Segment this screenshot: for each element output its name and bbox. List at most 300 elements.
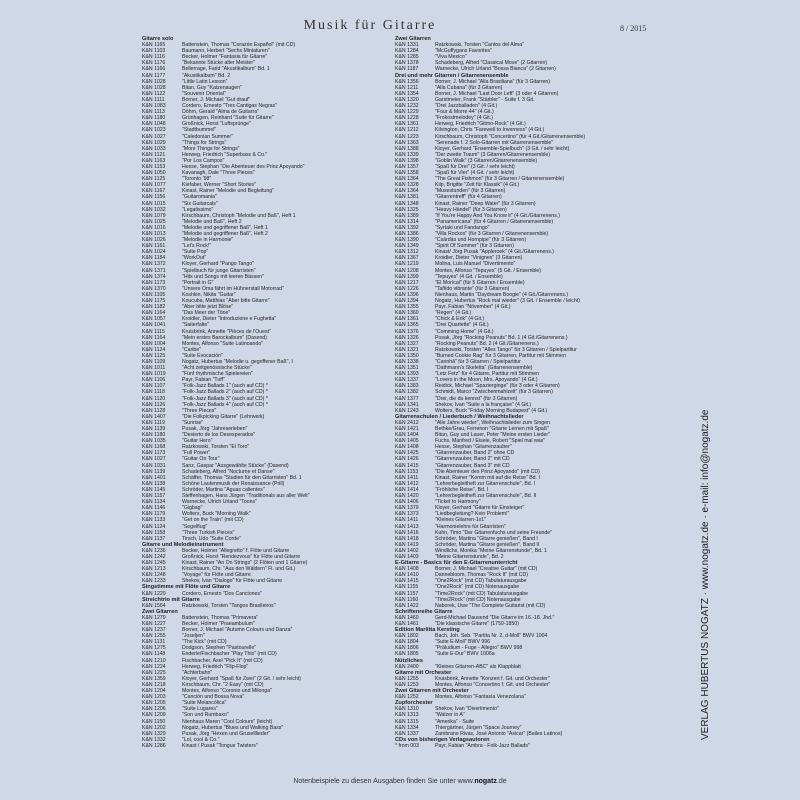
catalog-code: K&N 1237 <box>142 627 166 634</box>
catalog-code: K&N 1360 <box>395 310 419 317</box>
catalog-title: Kilp, Brigitte "Zeit für Klassik" (4 Git.) <box>435 182 520 189</box>
catalog-code: K&N 1337 <box>395 730 419 737</box>
catalog-code: K&N 1364 <box>395 176 419 183</box>
catalog-title: "Folk-Jazz Ballads 4" (auch auf CD) * <box>182 401 268 408</box>
catalog-code: K&N 1124 <box>142 523 166 530</box>
catalog-code: K&N 1389 <box>395 212 419 219</box>
catalog-title: Kavanagh, Dale "Three Pieces" <box>182 170 255 177</box>
catalog-title: Payr, Fabian "Növember" (4 Git.) <box>435 304 511 311</box>
catalog-code: K&N 1363 <box>395 139 419 146</box>
catalog-title: "Three Pieces" <box>182 407 217 414</box>
section-title: E-Gitarre - Basics für den E-Gitarrenunterricht <box>395 560 518 567</box>
catalog-code: K&N 1213 <box>142 566 166 573</box>
section-title: Gitarre und Melodieinstrument <box>142 541 224 548</box>
catalog-code: K&N 1011 <box>142 365 166 372</box>
catalog-title: Warnecke, Ulrich Urland "Bossa Bianca" (2 Gitarren) <box>435 66 556 73</box>
catalog-code: K&N 1187 <box>395 66 419 73</box>
catalog-title: Kinast / Pusak "Tongue Twisters" <box>182 742 258 749</box>
catalog-title: "Harmonielehre für Gitarristen" <box>435 523 506 530</box>
catalog-title: Becker, Holmer "Praeambulum" <box>182 621 255 627</box>
catalog-title: Herweg, Friedrich "Gitmo-Rock" (4 Git.) <box>435 121 526 128</box>
catalog-code: K&N 1105 <box>142 291 166 298</box>
catalog-code: K&N 1016 <box>142 224 166 231</box>
catalog-title: "Tañido vibrante" (für 3 Gitarren) <box>435 285 510 292</box>
catalog-title: Borner, J. Michael "Gut drauf" <box>182 96 251 103</box>
catalog-title: "Acht zeitgenössische Stücke" <box>182 365 252 372</box>
catalog-code: K&N 1224 <box>142 663 166 670</box>
catalog-code: K&N 1176 <box>142 60 166 67</box>
catalog-code: K&N 1041 <box>142 322 166 329</box>
catalog-code: K&N 1414 <box>395 486 419 493</box>
catalog-code: K&N 1413 <box>395 523 419 530</box>
catalog-code: K&N 1354 <box>395 90 419 97</box>
catalog-title: Kruisbrink, Annette "Pièces de l'Ouest" <box>182 328 271 335</box>
catalog-code: K&N 1205 <box>142 700 166 707</box>
catalog-code: K&N 1408 <box>395 566 419 573</box>
catalog-title: Koshkin, Nikita "Guitar" <box>182 291 236 298</box>
catalog-code: K&N 1425 <box>395 450 419 457</box>
catalog-title: Schadeberg, Alfred "Classical Move" (2 Gitarren) <box>435 60 548 67</box>
catalog-code: K&N 1351 <box>395 365 419 372</box>
catalog-code: K&N 1361 <box>395 316 419 323</box>
catalog-title: Ratzkowski, Torsten "Cantos del Alma" <box>435 42 524 49</box>
catalog-title: "Suite E-Moll" BWV 996 <box>435 639 491 646</box>
catalog-title: "Unsere Oma fährt im Hühnerstall Motorrad" <box>182 285 284 292</box>
catalog-code: K&N 1359 <box>142 675 166 682</box>
footer-text-bold: nogatz <box>474 778 497 785</box>
catalog-title: "Saiterfalte" <box>182 322 210 329</box>
catalog-title: "Aber bitte jetzt Blöse" <box>182 304 234 311</box>
catalog-title: "Meine Gitarrenstunde", Bd. 2 <box>435 553 504 560</box>
catalog-code: K&N 1357 <box>395 163 419 170</box>
catalog-title: Gerd-Michael Dausend "Die Gitarre im 16.-18. Jhd." <box>435 614 555 621</box>
catalog-code: K&N 1145 <box>142 486 166 493</box>
left-column <box>142 36 392 749</box>
catalog-code: K&N 1161 <box>142 243 166 250</box>
catalog-code: K&N 1358 <box>395 170 419 177</box>
catalog-title: "Melodie in Harmonie" <box>182 237 234 244</box>
section-title: Edition Marlitta Kersting <box>395 627 460 634</box>
catalog-title: "Souvenir Oriental" <box>182 90 226 97</box>
catalog-title: Schröder, Martina "Gitarre genießen", Band I <box>435 535 538 542</box>
catalog-code: K&N 1310 <box>395 706 419 713</box>
catalog-code: K&N 2412 <box>395 419 419 426</box>
catalog-code: K&N 1393 <box>395 371 419 378</box>
catalog-code: K&N 1415 <box>395 578 419 585</box>
catalog-code: K&N 1426 <box>395 456 419 463</box>
catalog-code: K&N 1019 <box>142 371 166 378</box>
catalog-title: "Voyage" für Flöte und Gitarre <box>182 572 251 579</box>
catalog-title: Baumann, Herbert "Sechs Miniaturen" <box>182 48 270 55</box>
catalog-code: K&N 1415 <box>395 462 419 469</box>
catalog-title: "Guitar Hero" <box>182 438 213 445</box>
catalog-title: Montes, Alfonso "Concertino f. Git. und Orchester" <box>435 681 551 688</box>
catalog-code: K&N 1372 <box>142 261 166 268</box>
catalog-title: Steffenhagen, Hans Jürgen "Traditionals aus aller Welt" <box>182 493 310 500</box>
catalog-title: Pusak, Jörg "Rocking Peanuts" Bd. 1 (4 Git./Gitarrenens.) <box>435 334 568 341</box>
catalog-code: K&N 1255 <box>395 675 419 682</box>
catalog-title: Nogatz, Hubertus "Melodie u. gegriffener Baß", I <box>182 358 293 365</box>
catalog-code: K&N 1243 <box>395 407 419 414</box>
catalog-code: K&N 1103 <box>142 48 166 55</box>
catalog-title: "Carinhã" für 3 Gitarren / Spielpartitur <box>435 358 521 365</box>
catalog-title: "McGuffygans Favorites" <box>435 48 492 55</box>
catalog-code: K&N 1412 <box>395 480 419 487</box>
section-title: Gitarre mit Orchester <box>395 669 452 676</box>
catalog-title: Koucuba, Matthias "Aber bitte Gitarre" <box>182 298 270 305</box>
catalog-title: "Guitar On Tour" <box>182 456 220 463</box>
catalog-code: K&N 1422 <box>395 602 419 609</box>
catalog-title: "The Kick" (mit CD) <box>182 639 227 646</box>
catalog-title: "Melodie und gegriffener Baß", Heft 1 <box>182 224 268 231</box>
catalog-code: K&N 1338 <box>395 358 419 365</box>
catalog-title: Nogatz, Hubertus "Rock mal wieder" (3 Git. / Ensemble / leicht) <box>435 298 580 305</box>
catalog-code: K&N 1121 <box>142 151 166 158</box>
catalog-title: "Lehrerbegleitheft zur Gitarrenschule", Bd. II <box>435 493 537 500</box>
catalog-code: K&N 1209 <box>142 712 166 719</box>
catalog-title: "Gitarrentreff" (für 4 Gitarren) <box>435 194 502 201</box>
catalog-code: K&N 1382 <box>395 389 419 396</box>
catalog-code: K&N 1379 <box>395 505 419 512</box>
catalog-code: K&N 1802 <box>395 633 419 640</box>
catalog-title: "Panamericana" (für 4 Gitarren / Gitarrenensemble) <box>435 218 554 225</box>
catalog-code: K&N 1350 <box>395 352 419 359</box>
catalog-title: "Suite Pop" <box>182 249 209 256</box>
catalog-title: "Regen" (4 Git.) <box>435 310 472 317</box>
catalog-title: Herweg, Friedrich "Superbass & Co." <box>182 151 268 158</box>
catalog-code: K&N 1126 <box>142 401 166 408</box>
catalog-title: Kirschbaum, Christoph "Melodie und Baß", Heft 1 <box>182 212 296 219</box>
catalog-title: "Three Turkish Pieces" <box>182 529 235 536</box>
catalog-title: "Hits und Songs mit leeren Bässen" <box>182 273 264 280</box>
catalog-code: K&N 1315 <box>395 718 419 725</box>
catalog-title: Grünhagen, Reinhard "Suite für Gitarre" <box>182 115 274 122</box>
catalog-title: Pusak, Jörg "Jahreserleben" <box>182 426 248 432</box>
section-title: Streichtrio mit Gitarre <box>142 596 200 603</box>
catalog-code: K&N 1394 <box>395 298 419 305</box>
catalog-title: "Walzer in A" <box>435 712 465 719</box>
catalog-code: K&N 1401 <box>142 474 166 481</box>
catalog-code: K&N 1119 <box>142 419 165 426</box>
catalog-code: K&N 1208 <box>395 267 419 274</box>
catalog-title: Kuhn, Timo "Der Gitarrenfuchs und seine Freunde" <box>435 529 553 536</box>
catalog-title: "Fünf rhythmische Spielereien" <box>182 371 253 378</box>
catalog-code: K&N 1120 <box>142 395 166 402</box>
catalog-title: "Get on the Train" (mit CD) <box>182 517 244 524</box>
catalog-title: Bethke/Grau, Ferrenon "Gitarre Lernen mit Spaß" <box>435 426 549 432</box>
catalog-title: Thiergärtner, Jürgen "Space Journey" <box>435 724 522 731</box>
catalog-title: "Canción und Bossa Nova" <box>182 694 245 701</box>
catalog-title: "Heavy Händel" (für 3 Gitarren) <box>435 206 507 213</box>
catalog-code: K&N 1180 <box>142 115 166 122</box>
catalog-code: K&N 1226 <box>395 285 419 292</box>
catalog-code: K&N 1206 <box>142 706 166 713</box>
catalog-title: "Musestunden" (für 3 Gitarren) <box>435 188 506 195</box>
catalog-title: "Gitarrenzauber, Band 2" ohne CD <box>435 450 515 457</box>
section-title: Zwei Gitarren <box>142 608 178 615</box>
catalog-title: Zambrano Rivas, José Antonio "Asicar" (Bailes Latinos) <box>435 730 563 737</box>
catalog-title: "Präludium - Fuge - Allegro" BWV 998 <box>435 645 523 652</box>
catalog-title: "Der zweite Traum" (3 Gitarren/Gitarrenensemble) <box>435 151 550 158</box>
catalog-code: K&N 1320 <box>395 96 419 103</box>
catalog-title: "Liedbegleitung? Kein Problem!" <box>435 511 510 518</box>
catalog-title: Kroidler, Dieter "Introduzione e Fughetta" <box>182 316 277 323</box>
catalog-code: K&N 1023 <box>142 127 166 134</box>
catalog-code: K&N 1388 <box>395 145 419 152</box>
catalog-title: "Drei, die du kennst" (für 3 Gitarren) <box>435 395 518 402</box>
catalog-title: "Caribe" <box>182 346 201 353</box>
catalog-code: K&N 1367 <box>395 255 419 262</box>
catalog-code: K&N 1015 <box>142 200 166 207</box>
issue-date: 8 / 2015 <box>620 24 647 33</box>
catalog-code: K&N 1025 <box>142 218 166 225</box>
catalog-title: "Rocking Peanuts" Bd. 2 (4 Git./Gitarrenens.) <box>435 340 539 347</box>
catalog-title: "Melodie und Baß", Heft 2 <box>182 218 242 225</box>
catalog-code: K&N 1805 <box>395 651 419 658</box>
catalog-title: "One2Rock" (mit CD) Tabulaturausgabe <box>435 578 527 585</box>
catalog-code: K&N 1179 <box>142 511 166 518</box>
vertical-publisher-text <box>700 300 711 740</box>
catalog-code: K&N 1418 <box>395 535 419 542</box>
catalog-code: K&N 1232 <box>395 103 419 110</box>
catalog-code: K&N 1349 <box>395 243 419 250</box>
catalog-code: K&N 1383 <box>395 383 419 390</box>
catalog-title: "Alle Jahre wieder", Weihnachtslieder zum Singen <box>435 419 550 426</box>
catalog-code: K&N 1031 <box>142 462 166 469</box>
catalog-title: Fischbacher, Axel "Pick It" (mit CD) <box>182 657 263 664</box>
section-title: Zwei Gitarren mit Orchester <box>395 688 469 695</box>
catalog-code: K&N 1218 <box>142 681 166 688</box>
catalog-code: K&N 1332 <box>142 736 166 743</box>
catalog-title: "Dathmann's Skeletta" (Gitarrenensemble) <box>435 365 533 372</box>
catalog-title: Windlichs, Monika "Meine Gitarrenstunde", Bd. 1 <box>435 547 547 554</box>
catalog-code: K&N 1284 <box>395 48 419 55</box>
catalog-code: K&N 1202 <box>142 724 166 731</box>
catalog-code: K&N 1365 <box>395 322 419 329</box>
catalog-code: K&N 1165 <box>142 42 166 49</box>
catalog-code: K&N 1410 <box>395 572 419 579</box>
catalog-code: K&N 1166 <box>142 66 166 73</box>
catalog-title: "If You're Happy And You Know it" (4 Git./Gitarrenens.) <box>435 212 560 219</box>
catalog-code: K&N 1125 <box>142 176 166 183</box>
catalog-code: K&N 1150 <box>142 718 166 725</box>
catalog-code: K&N 1125 <box>142 352 166 359</box>
catalog-title: Kloyer, Gerhard "Spaß für Zwei" (2 Git. / sehr leicht) <box>182 675 302 682</box>
catalog-code: K&N 1139 <box>142 426 166 432</box>
catalog-code: K&N 1337 <box>395 377 419 384</box>
catalog-title: Kloyer, Gerhard "Gitarre für Einsteiger" <box>435 505 525 512</box>
catalog-title: "Time2Rock" (mit CD) Tabulaturausgabe <box>435 590 529 597</box>
catalog-title: Kinast, Rainer "An On Strings" (2 Flöten und 1 Gitarre) <box>182 560 308 567</box>
catalog-code: K&N 1416 <box>395 529 419 536</box>
catalog-title: Dannebloom, Thomas "Rock It" (mit CD) <box>435 572 528 579</box>
catalog-code: K&N 1420 <box>395 493 419 500</box>
catalog-title: "Letz Fetz" für 4 Gitarre, Partitur mit Stimmen <box>435 371 540 378</box>
catalog-title: Montes, Alfonso "Fantasía Venezolana" <box>435 694 526 701</box>
catalog-code: K&N 1325 <box>395 206 419 213</box>
catalog-code: K&N 1212 <box>395 127 419 134</box>
catalog-title: Becker, Holmer "Fantasia für Gitarre" <box>182 54 268 61</box>
catalog-code: K&N 1122 <box>142 90 166 97</box>
catalog-code: * from 003 <box>395 742 419 749</box>
catalog-code: K&N 1236 <box>142 547 166 554</box>
catalog-code: K&N 1116 <box>142 54 165 61</box>
catalog-code: K&N 1421 <box>395 426 419 432</box>
catalog-title: Shekov, Ivan "Dialogo" für Flöte und Gitarre <box>182 578 283 585</box>
catalog-code: K&N 1133 <box>142 517 166 524</box>
catalog-title: "Villa Rockos" (für 3 Gitarren / Gitarrenensemble) <box>435 231 549 237</box>
catalog-code: K&N 1158 <box>142 529 166 536</box>
catalog-code: K&N 1157 <box>142 493 166 500</box>
catalog-title: "Legatissimo" <box>182 206 214 213</box>
catalog-code: K&N 1253 <box>395 681 419 688</box>
catalog-code: K&N 1153 <box>395 468 419 475</box>
catalog-title: "Suite E-Dur" BWV 1006a <box>435 651 495 658</box>
catalog-code: K&N 1203 <box>142 694 166 701</box>
section-title: Drei und mehr Gitarren / Gitarrenensemble <box>395 72 509 79</box>
catalog-title: Kinast, Rainer "Deep Water" (für 3 Gitarren) <box>435 200 536 207</box>
catalog-code: K&N 1370 <box>142 285 166 292</box>
catalog-title: Borner, J. Michael "Last Door Left" (3 oder 4 Gitarren) <box>435 90 559 97</box>
catalog-code: K&N 1227 <box>142 621 166 627</box>
catalog-code: K&N 1115 <box>142 328 165 335</box>
catalog-code: K&N 1028 <box>142 78 166 85</box>
catalog-title: Shekov, Ivan "Suite a la française" (4 Git.) <box>435 401 532 408</box>
catalog-title: "Lol, cool & Co." <box>182 736 220 743</box>
catalog-code: K&N 1285 <box>395 54 419 61</box>
catalog-code: K&N 1229 <box>395 109 419 116</box>
catalog-code: K&N 1138 <box>142 480 166 487</box>
catalog-title: "Spirit Of Summer" (für 3 Gitarren) <box>435 243 514 250</box>
catalog-code: K&N 1204 <box>142 688 166 695</box>
catalog-title: "Kleines Gitarren-1x1" <box>435 517 486 524</box>
catalog-code: K&N 1245 <box>142 560 166 567</box>
catalog-code: K&N 1160 <box>395 596 419 603</box>
catalog-code: K&N 1381 <box>395 194 419 201</box>
catalog-code: K&N 1396 <box>395 291 419 298</box>
catalog-title: Cordero, Ernesto "Tres Cantigas Negras" <box>182 103 277 110</box>
catalog-code: K&N 1026 <box>142 237 166 244</box>
catalog-title: Wolters, Buck "Morning Walk" <box>182 511 251 518</box>
catalog-title: "Let's Rock!" <box>182 243 212 250</box>
catalog-title: Warnecke, Ulrich Urland "Toons" <box>182 499 257 506</box>
catalog-title: Molina, Luis Manuel "Divertimento" <box>435 261 516 268</box>
catalog-title: "Bekannte Stücke alter Meister" <box>182 60 255 67</box>
catalog-title: "Guitaromania" <box>182 194 217 201</box>
catalog-code: K&N 1314 <box>395 218 419 225</box>
catalog-code: K&N 1321 <box>395 346 419 353</box>
catalog-code: K&N 1113 <box>142 109 165 116</box>
catalog-title: "The Great Fishmon" (für 3 Gitarren / Gitarrenensemble) <box>435 176 565 183</box>
catalog-title: "Desierto de los Desesperados" <box>182 432 256 439</box>
catalog-title: Reidick, Michael "Spazierginge" (für 3 oder 4 Gitarren) <box>435 383 560 390</box>
catalog-title: "Kleines Gitarren-ABC" als Klappblatt <box>435 663 521 670</box>
catalog-code: K&N 1013 <box>142 231 166 237</box>
catalog-title: Kirschbaum, Christoph "Concertino" (für 4 Git./Gitarrenensemble) <box>435 133 586 140</box>
section-title: Zwei Gitarren <box>395 36 431 42</box>
catalog-code: K&N 1173 <box>142 450 166 457</box>
catalog-code: K&N 1217 <box>395 279 419 286</box>
catalog-title: "Sunrise" <box>182 419 204 426</box>
catalog-code: K&N 1460 <box>395 614 419 621</box>
catalog-code: K&N 1326 <box>395 334 419 341</box>
catalog-title: "Lehrerbegleitheft zur Gitarrenschule", Bd. I <box>435 480 535 487</box>
catalog-title: "Gitarrenzauber, Band 2" mit CD <box>435 456 510 463</box>
catalog-title: Kinast, Rainer "Melodie und Begleitung" <box>182 188 274 195</box>
catalog-code: K&N 1327 <box>395 340 419 347</box>
section-title: Gitarrenschulen / Liederbuch / Weihnachtslieder <box>395 413 524 420</box>
catalog-title: "Stadtbummel" <box>182 127 217 134</box>
catalog-code: K&N 1184 <box>142 255 166 262</box>
section-title: CDs von bisherigen Verlagsautoren <box>395 736 490 743</box>
catalog-code: K&N 1392 <box>395 224 419 231</box>
catalog-title: Schröder, Martina "Aguas calientes" <box>182 486 265 493</box>
catalog-title: "El Morícal" (für 5 Gitarren / Ensemble) <box>435 279 525 286</box>
catalog-title: Shekov, Ivan "Divertimento" <box>435 706 499 713</box>
catalog-code: K&N 1371 <box>142 267 166 274</box>
catalog-title: "Spielbuch für junge Gitarristen" <box>182 267 256 274</box>
catalog-title: "Lovers in the Moon, Mrs. Apoyando" (4 Git.) <box>435 377 538 384</box>
section-title: Gitarre solo <box>142 36 174 42</box>
catalog-code: K&N 1167 <box>142 188 166 195</box>
catalog-title: "Viva Mexico" <box>435 54 467 61</box>
catalog-title: Borner, J. Michael "Creative Guitar" (mit CD) <box>435 566 538 573</box>
catalog-code: K&N 1155 <box>395 584 419 591</box>
catalog-code: K&N 1164 <box>142 310 166 317</box>
page-title: Musik für Gitarre <box>303 18 437 33</box>
catalog-code: K&N 1386 <box>395 231 419 237</box>
catalog-code: K&N 1398 <box>395 157 419 164</box>
catalog-title: "Joseljen" <box>182 633 205 640</box>
catalog-title: Kruisbrink, Annette "Konzert f. Git. und Orchester" <box>435 675 550 682</box>
catalog-code: K&N 1223 <box>395 133 419 140</box>
catalog-title: "Folk-Jazz Ballads 2" (auch auf CD) * <box>182 389 268 396</box>
catalog-code: K&N 1341 <box>395 401 419 408</box>
catalog-code: K&N 1134 <box>142 499 166 506</box>
catalog-title: "Suite Evocación" <box>182 352 223 359</box>
catalog-title: "Drei Quartette" (4 Git.) <box>435 322 489 329</box>
catalog-code: K&N 1399 <box>395 273 419 280</box>
catalog-code: K&N 1137 <box>142 535 166 542</box>
catalog-code: K&N 1139 <box>142 468 166 475</box>
catalog-code: K&N 1377 <box>395 395 419 402</box>
catalog-code: K&N 1376 <box>395 328 419 335</box>
catalog-title: "Comming Home" (4 Git.) <box>435 328 494 335</box>
catalog-title: Nienhaus, Martin "Daydream Boogie" (4 Git./Gitarrenens.) <box>435 291 569 298</box>
catalog-title: Montes, Alfonso "Suite Latinoando" <box>182 340 263 347</box>
catalog-code: K&N 1210 <box>142 657 166 664</box>
catalog-title: Kirschbaum, Chr. "2 Easy" (mit CD) <box>182 681 264 688</box>
catalog-title: Cordero, Ernesto "Dos Canciones" <box>182 590 262 597</box>
catalog-code: K&N 1312 <box>395 249 419 256</box>
catalog-code: K&N 1220 <box>142 590 166 597</box>
catalog-title: "Die Folkpicking Gitarre" (Lehrwerk) <box>182 413 265 420</box>
section-title: Singstimme mit Flöte und Gitarre <box>142 584 231 591</box>
catalog-code: K&N 1402 <box>395 547 419 554</box>
catalog-code: K&N 1407 <box>142 413 166 420</box>
catalog-title: Ratzkowski, Torsten "Alles Tango" für 3 Gitarren / Spielpartitur <box>435 346 577 353</box>
catalog-title: "Die klassische Gitarre" (1750-1850) <box>435 621 519 627</box>
catalog-title: "Drei Jazzballaden" (4 Git.) <box>435 103 498 110</box>
catalog-title: Hesse, Stephan "Gitarrenzauber" <box>435 444 512 451</box>
catalog-title: "WorkOut" <box>182 255 207 262</box>
catalog-title: Ratzkowski, Torsten "El Toro" <box>182 444 250 451</box>
catalog-title: "Das Meer der Töne" <box>182 310 231 317</box>
catalog-title: Garstmeier, Frank "Stärbler" - Suite f. 3 Git. <box>435 96 535 103</box>
catalog-entry <box>142 743 392 749</box>
catalog-code: K&N 1374 <box>142 273 166 280</box>
catalog-title: Montes, Alfonso "Tepuyes" (5 Git. / Ensemble) <box>435 267 542 274</box>
